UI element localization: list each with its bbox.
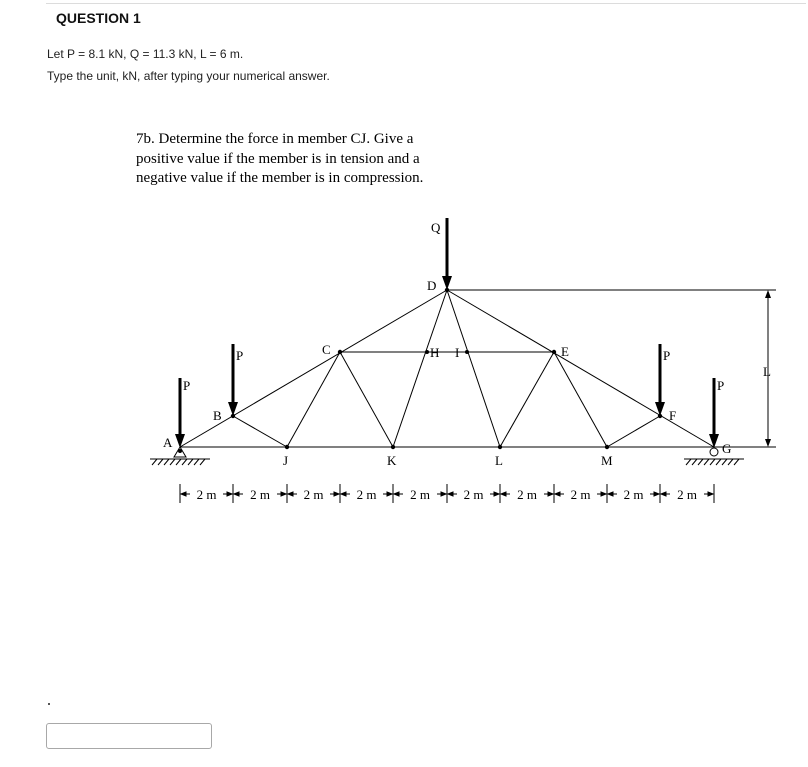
bullet-mark [48,703,50,705]
load-label-P-A: P [183,378,191,393]
problem-line-2: positive value if the member is in tension and a [136,151,420,167]
answer-instruction: Type the unit, kN, after typing your numerical answer. [47,69,330,83]
spacing-label: 2 m [356,487,377,502]
node-label-H: H [430,345,440,360]
node-label-G: G [722,441,732,456]
question-title: QUESTION 1 [56,10,141,26]
node-label-J: J [283,453,289,468]
spacing-label: 2 m [196,487,217,502]
node-label-F: F [669,408,677,423]
spacing-label: 2 m [463,487,484,502]
load-arrows [175,218,719,448]
answer-input[interactable] [46,723,212,749]
truss-members [180,290,776,447]
spacing-label: 2 m [677,487,697,502]
node-label-A: A [163,435,173,450]
spacing-label: 2 m [517,487,537,502]
roller-support-G [684,448,744,465]
node-label-C: C [322,342,331,357]
node-label-K: K [387,453,397,468]
spacing-label: 2 m [303,487,324,502]
spacing-label: 2 m [623,487,644,502]
dim-arrow-bottom [765,439,771,447]
spacing-label: 2 m [250,487,270,502]
load-label-P-F: P [663,348,671,363]
node-label-L: L [495,453,503,468]
node-label-M: M [601,453,613,468]
height-label: L [763,364,771,379]
node-label-D: D [427,278,437,293]
given-values: Let P = 8.1 kN, Q = 11.3 kN, L = 6 m. [47,47,244,61]
dim-arrow-top [765,290,771,298]
problem-line-1: 7b. Determine the force in member CJ. Give a [136,131,414,147]
node-label-I: I [455,345,460,360]
node-label-E: E [561,344,569,359]
truss-joints [231,288,662,449]
spacing-label: 2 m [410,487,430,502]
problem-line-3: negative value if the member is in compression. [136,170,424,186]
load-label-Q: Q [431,220,441,235]
load-label-P-B: P [236,348,244,363]
load-label-P-G: P [717,378,725,393]
pin-support-A [150,447,210,465]
spacing-label: 2 m [570,487,591,502]
node-label-B: B [213,408,222,423]
